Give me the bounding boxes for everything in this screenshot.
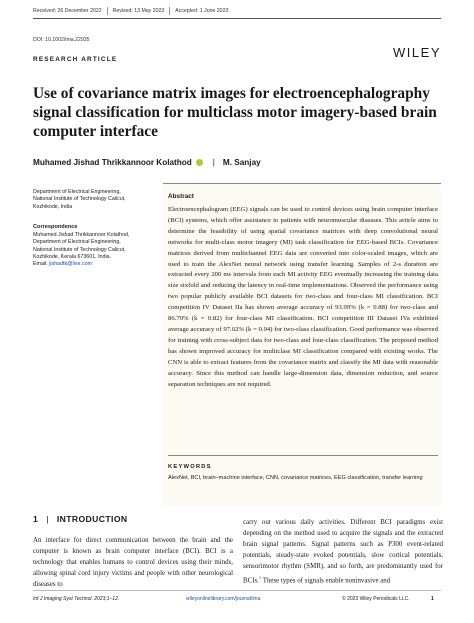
abstract-text: Electroencephalogram (EEG) signals can be used to control devices using brain computer interface (BCI) systems, which offer assistance to patients with neuromuscular diseases. This article aims to determine the feasibility of using spatial covariance matrices with deep convolutional neural networks for multi-class motor imagery (MI) task classification for EEG-based BCIs. Covariance matrices derived from multichannel EEG data are converted into color-scaled images, which are used to train the AlexNet neural network using transfer learning. Samples of 2-s duration are extracted every 200 ms intervals from each MI activity EEG eventually increasing the training data size sixfold and reducing the latency in real-time implementations. Observed the performance using two popular publicly available BCI datasets for two-class and four-class MI classification. BCI competition IV Dataset IIa has shown average accuracy of 93.99% (k = 0.88) for two-class and 86.70% (k = 0.82) for four-class MI classification. BCI competition III Dataset IVa exhibited average accuracy of 97.02% (k = 0.94) for two-class classification. Good performance was observed for training with cross-subject data for two-class and four-class classification. The proposed method has shown improved accuracy for multiclass MI classification compared with existing works. The CNN is able to extract features from the covariance matrix and classify the MI data with reasonable accuracy. Since this method can handle large-dimension data, dimension reduction, and source separation techniques are not required. — [168, 206, 438, 388]
body-text-right — [243, 517, 443, 587]
article-type-label: RESEARCH ARTICLE — [33, 56, 118, 63]
body-text-right-tail: These types of signals enable noninvasive and — [261, 577, 391, 585]
revised-date: Revised: 13 May 2023 — [107, 7, 170, 15]
keywords-heading: KEYWORDS — [168, 464, 212, 470]
affiliation — [33, 189, 158, 211]
correspondence-line: National Institute of Technology Calicut, — [33, 246, 126, 253]
abstract-heading: Abstract — [168, 193, 194, 200]
publisher-logo: WILEY — [393, 45, 441, 60]
footer-divider — [33, 590, 441, 591]
author-name-1[interactable]: Muhamed Jishad Thrikkannoor Kolathod — [33, 158, 192, 167]
reference-citation[interactable]: 1 — [258, 575, 262, 581]
page-number: 1 — [431, 596, 434, 602]
correspondence-details — [33, 232, 158, 268]
affiliation-line: Kozhikode, India — [33, 203, 73, 210]
section-title: INTRODUCTION — [56, 514, 128, 524]
correspondence-email — [33, 261, 158, 268]
correspondence-line: Kozhikode, Kerala 673601, India. — [33, 253, 112, 260]
doi[interactable]: DOI: 10.1002/ima.22935 — [33, 37, 90, 43]
body-text-left: An interface for direct communication between the brain and the computer is known as brain computer interface (BCI). BCI is a technology that enables humans to control devices using their minds, allowing spinal cord injury victims and people with other neurological diseases to — [33, 537, 233, 589]
body-text-right-main: carry out various daily activities. Different BCI paradigms exist depending on the method used to acquire the signals and the extracted brain signal patterns. Signal patterns such as P300 event-related potentials, steady-state evoked potentials, slow cortical potentials, sensorimotor rhythm (SMR), and so forth, are predominantly used for BCIs. — [243, 519, 443, 585]
header-divider — [33, 18, 441, 19]
keywords-divider — [168, 455, 438, 456]
correspondence-line: Department of Electrical Engineering, — [33, 239, 121, 246]
correspondence-heading: Correspondence — [33, 224, 78, 230]
journal-citation: Int J Imaging Syst Technol. 2023;1–12. — [33, 596, 120, 602]
article-dates — [33, 7, 233, 15]
received-date: Received: 26 December 2022 — [33, 8, 102, 14]
author-name-2[interactable]: M. Sanjay — [222, 158, 261, 167]
keywords-list: AlexNet, BCI, brain–machine interface, CNN, covariance matrices, EEG classification, transfer learning — [168, 475, 423, 481]
author-list — [33, 158, 261, 167]
affiliation-line: Department of Electrical Engineering, — [33, 189, 121, 195]
section-separator: | — [46, 514, 49, 524]
journal-url[interactable]: wileyonlinelibrary.com/journal/ima — [186, 596, 261, 602]
accepted-date: Accepted: 1 June 2023 — [169, 7, 233, 15]
section-number: 1 — [33, 514, 39, 524]
copyright: © 2023 Wiley Periodicals LLC. — [342, 596, 410, 602]
email-link[interactable]: jishadtk@live.com — [49, 261, 92, 268]
correspondence-line: Muhamed Jishad Thrikkannoor Kolathod, — [33, 232, 130, 238]
article-title: Use of covariance matrix images for electroencephalography signal classification for multiclass motor imagery-based brain computer interface — [33, 85, 437, 140]
introduction-heading — [33, 514, 128, 524]
orcid-icon[interactable] — [196, 159, 203, 166]
email-label: Email: — [33, 261, 50, 268]
author-separator: | — [212, 158, 215, 167]
affiliation-line: National Institute of Technology Calicut, — [33, 196, 126, 203]
